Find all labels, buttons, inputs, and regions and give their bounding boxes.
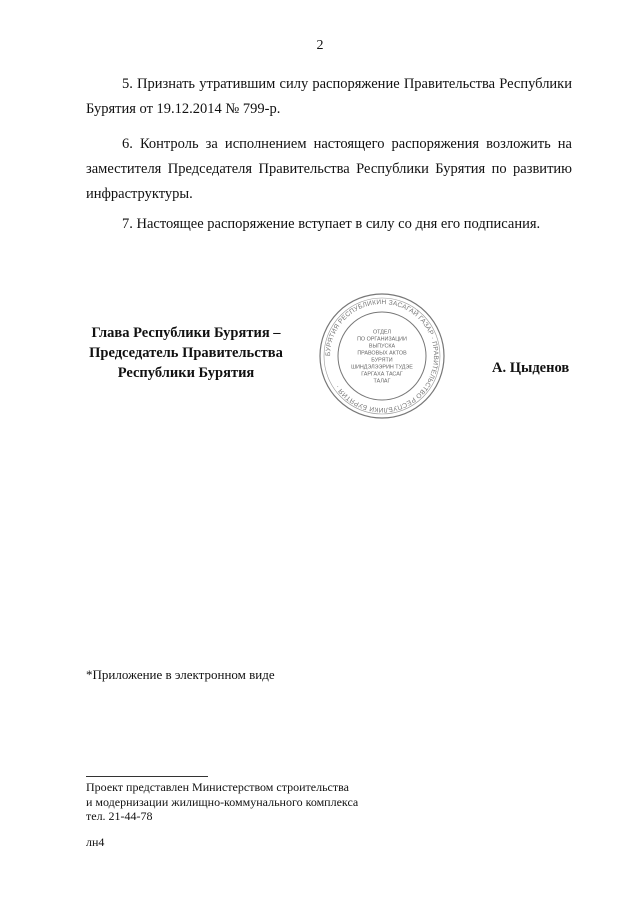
footer-line: Проект представлен Министерством строительства: [86, 780, 349, 794]
document-code: лн4: [86, 835, 105, 849]
seal-center-line: ПО ОРГАНИЗАЦИИ: [357, 336, 407, 343]
seal-center-line: ГАРГАХА ТАСАГ: [361, 371, 403, 378]
footnote-rule: [86, 776, 208, 777]
seal-center-line: ШИНДЭЛЭЭРИН ТУДЭЕ: [351, 364, 413, 371]
annex-note: *Приложение в электронном виде: [86, 667, 275, 682]
seal-center-line: ТАЛАГ: [373, 378, 391, 385]
paragraph-7: 7. Настоящее распоряжение вступает в силу со дня его подписания.: [122, 216, 541, 232]
page-number: 2: [316, 38, 324, 53]
seal-center-line: ПРАВОВЫХ АКТОВ: [357, 350, 407, 357]
footer-line: и модернизации жилищно-коммунального комплекса: [86, 794, 359, 809]
signer-name: А. Цыденов: [492, 360, 570, 376]
signer-title: [82, 323, 290, 383]
footer-line: тел. 21-44-78: [86, 809, 153, 823]
official-seal-stamp: [318, 292, 446, 420]
footer-note: [86, 780, 358, 824]
seal-center-line: ВЫПУСКА: [368, 343, 396, 350]
seal-center-line: ОТДЕЛ: [372, 329, 392, 336]
paragraph-6: 6. Контроль за исполнением настоящего распоряжения возложить на заместителя Председателя Правительства Республики Бурятия по развитию инфраструктуры.: [86, 136, 572, 202]
signer-title-line: Председатель Правительства: [89, 345, 283, 361]
seal-center-line: БУРЯТИ: [371, 357, 393, 364]
svg-text:БУРЯТИЯ РЕСПУБЛИКИН ЗАСАГАЙ ГА: БУРЯТИЯ РЕСПУБЛИКИН ЗАСАГАЙ ГАЗАР · ПРАВИТЕЛЬСТВО РЕСПУБЛИКИ БУРЯТИЯ ·: [324, 298, 440, 414]
signer-title-line: Глава Республики Бурятия –: [91, 325, 281, 341]
paragraph-5: 5. Признать утратившим силу распоряжение Правительства Республики Бурятия от 19.12.2014 № 799-р.: [86, 76, 572, 117]
signer-title-line: Республики Бурятия: [117, 365, 255, 381]
